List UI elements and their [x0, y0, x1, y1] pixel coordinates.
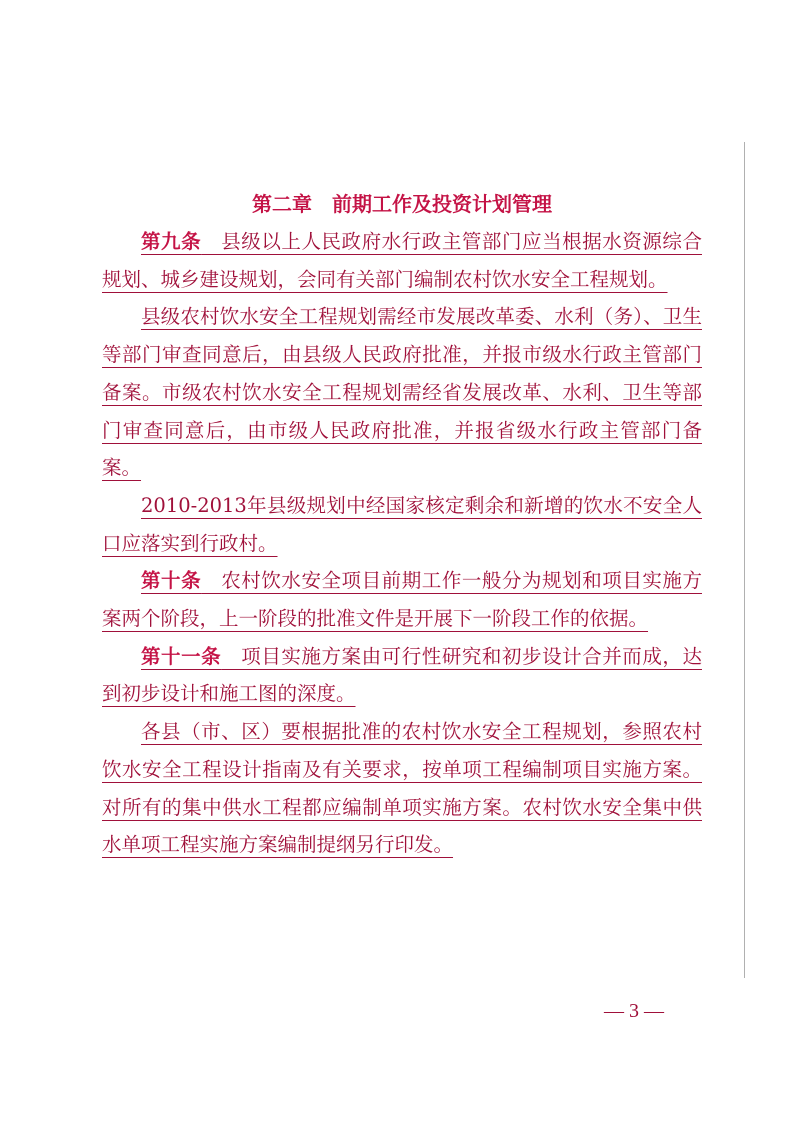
- article-9-paragraph-2: [102, 298, 702, 487]
- chapter-title: 第二章 前期工作及投资计划管理: [252, 192, 552, 216]
- document-body: [102, 186, 702, 864]
- article-11-paragraph-2: [102, 713, 702, 864]
- page-number: — 3 —: [604, 1000, 664, 1022]
- article-9-paragraph-3: [102, 487, 702, 562]
- paragraph-text: 县级农村饮水安全工程规划需经市发展改革委、水利（务）、卫生等部门审查同意后，由县级人民政府批准，并报市级水行政主管部门备案。市级农村饮水安全工程规划需经省发展改革、水利、卫生等部门审查同意后，由市级人民政府批准，并报省级水行政主管部门备案。: [102, 305, 702, 480]
- article-11-paragraph: [102, 638, 702, 713]
- paragraph-text: 县级以上人民政府水行政主管部门应当根据水资源综合规划、城乡建设规划，会同有关部门编制农村饮水安全工程规划。: [102, 230, 702, 291]
- article-number: 第九条: [141, 230, 202, 253]
- margin-rule: [744, 142, 745, 978]
- article-10-paragraph: [102, 562, 702, 637]
- paragraph-text: 2010-2013年县级规划中经国家核定剩余和新增的饮水不安全人口应落实到行政村。: [102, 493, 702, 555]
- paragraph-text: 项目实施方案由可行性研究和初步设计合并而成，达到初步设计和施工图的深度。: [102, 644, 702, 706]
- paragraph-text: 各县（市、区）要根据批准的农村饮水安全工程规划，参照农村饮水安全工程设计指南及有关要求，按单项工程编制项目实施方案。对所有的集中供水工程都应编制单项实施方案。农村饮水安全集中供水单项工程实施方案编制提纲另行印发。: [102, 720, 702, 857]
- article-9-paragraph: [102, 223, 702, 298]
- paragraph-text: 农村饮水安全项目前期工作一般分为规划和项目实施方案两个阶段，上一阶段的批准文件是开展下一阶段工作的依据。: [102, 569, 702, 631]
- article-number: 第十条: [141, 569, 202, 593]
- article-number: 第十一条: [141, 644, 222, 668]
